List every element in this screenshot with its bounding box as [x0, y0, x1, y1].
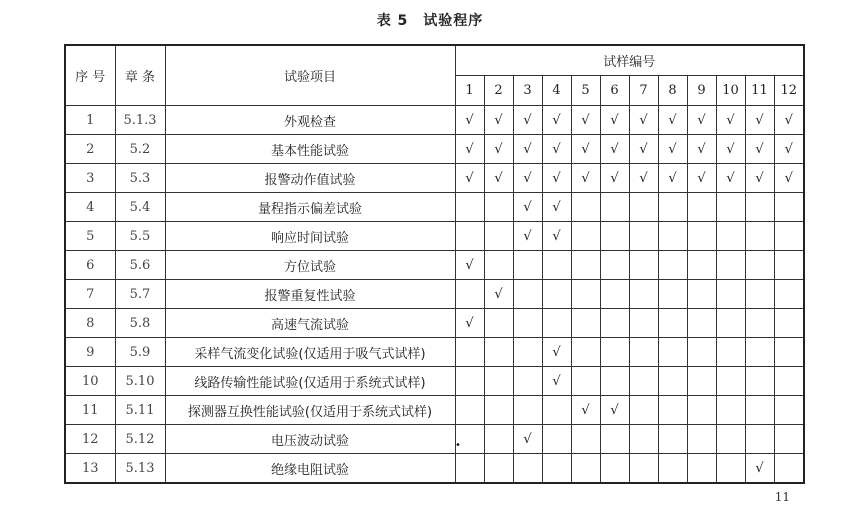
empty-mark-cell — [629, 454, 658, 484]
empty-mark-cell — [542, 309, 571, 338]
empty-mark-cell — [658, 367, 687, 396]
header-clause: 章 条 — [115, 45, 165, 106]
empty-mark-cell — [629, 396, 658, 425]
header-serial: 序 号 — [65, 45, 115, 106]
check-mark-cell: √ — [455, 309, 484, 338]
empty-mark-cell — [745, 425, 774, 454]
empty-mark-cell — [716, 367, 745, 396]
table-row — [65, 396, 804, 425]
test-procedure-table — [64, 44, 805, 484]
row-test-item: 外观检查 — [165, 106, 455, 135]
check-mark-cell: √ — [745, 135, 774, 164]
empty-mark-cell — [745, 396, 774, 425]
check-mark-cell: √ — [774, 164, 804, 193]
empty-mark-cell — [513, 251, 542, 280]
header-sample-number: 9 — [687, 76, 716, 106]
empty-mark-cell — [716, 222, 745, 251]
empty-mark-cell — [484, 338, 513, 367]
empty-mark-cell — [658, 222, 687, 251]
row-serial: 1 — [65, 106, 115, 135]
check-mark-cell: √ — [629, 164, 658, 193]
check-mark-cell: √ — [513, 222, 542, 251]
empty-mark-cell — [571, 454, 600, 484]
table-row — [65, 454, 804, 484]
empty-mark-cell — [658, 425, 687, 454]
empty-mark-cell — [600, 425, 629, 454]
empty-mark-cell — [571, 251, 600, 280]
check-mark-cell: √ — [484, 135, 513, 164]
header-sample-number: 2 — [484, 76, 513, 106]
empty-mark-cell — [687, 338, 716, 367]
empty-mark-cell — [658, 251, 687, 280]
check-mark-cell: √ — [774, 106, 804, 135]
header-sample-number: 12 — [774, 76, 804, 106]
table-row — [65, 193, 804, 222]
row-serial: 9 — [65, 338, 115, 367]
empty-mark-cell — [455, 222, 484, 251]
check-mark-cell: √ — [716, 135, 745, 164]
empty-mark-cell — [716, 454, 745, 484]
empty-mark-cell — [745, 280, 774, 309]
row-test-item: 电压波动试验 — [165, 425, 455, 454]
row-test-item: 线路传输性能试验(仅适用于系统式试样) — [165, 367, 455, 396]
row-clause: 5.2 — [115, 135, 165, 164]
empty-mark-cell — [484, 193, 513, 222]
check-mark-cell: √ — [716, 164, 745, 193]
check-mark-cell: √ — [542, 106, 571, 135]
empty-mark-cell — [745, 367, 774, 396]
empty-mark-cell — [745, 193, 774, 222]
empty-mark-cell — [774, 454, 804, 484]
row-clause: 5.11 — [115, 396, 165, 425]
empty-mark-cell — [774, 280, 804, 309]
empty-mark-cell — [455, 280, 484, 309]
check-mark-cell: √ — [687, 135, 716, 164]
table-row — [65, 222, 804, 251]
row-clause: 5.12 — [115, 425, 165, 454]
page-number: 11 — [774, 490, 790, 504]
row-clause: 5.13 — [115, 454, 165, 484]
empty-mark-cell — [484, 222, 513, 251]
empty-mark-cell — [629, 193, 658, 222]
check-mark-cell: √ — [542, 164, 571, 193]
check-mark-cell: √ — [484, 106, 513, 135]
row-clause: 5.4 — [115, 193, 165, 222]
row-test-item: 高速气流试验 — [165, 309, 455, 338]
row-serial: 13 — [65, 454, 115, 484]
empty-mark-cell — [600, 338, 629, 367]
empty-mark-cell — [658, 309, 687, 338]
row-clause: 5.7 — [115, 280, 165, 309]
empty-mark-cell — [571, 280, 600, 309]
table-row — [65, 135, 804, 164]
empty-mark-cell — [571, 425, 600, 454]
empty-mark-cell — [542, 280, 571, 309]
table-row — [65, 251, 804, 280]
header-sample-number: 8 — [658, 76, 687, 106]
row-test-item: 采样气流变化试验(仅适用于吸气式试样) — [165, 338, 455, 367]
check-mark-cell: √ — [455, 164, 484, 193]
empty-mark-cell — [513, 280, 542, 309]
empty-mark-cell — [774, 425, 804, 454]
empty-mark-cell — [542, 425, 571, 454]
empty-mark-cell — [774, 222, 804, 251]
check-mark-cell: √ — [600, 396, 629, 425]
empty-mark-cell — [687, 454, 716, 484]
row-serial: 4 — [65, 193, 115, 222]
check-mark-cell: √ — [745, 106, 774, 135]
empty-mark-cell — [455, 396, 484, 425]
empty-mark-cell — [571, 367, 600, 396]
check-mark-cell: √ — [513, 164, 542, 193]
row-serial: 3 — [65, 164, 115, 193]
row-serial: 8 — [65, 309, 115, 338]
header-sample-number: 5 — [571, 76, 600, 106]
empty-mark-cell — [774, 396, 804, 425]
empty-mark-cell — [774, 251, 804, 280]
header-sample-number: 6 — [600, 76, 629, 106]
empty-mark-cell — [716, 280, 745, 309]
header-sample-number: 10 — [716, 76, 745, 106]
table-row — [65, 106, 804, 135]
empty-mark-cell — [658, 338, 687, 367]
empty-mark-cell — [455, 193, 484, 222]
empty-mark-cell — [571, 222, 600, 251]
empty-mark-cell — [600, 309, 629, 338]
row-clause: 5.1.3 — [115, 106, 165, 135]
check-mark-cell: √ — [513, 193, 542, 222]
check-mark-cell: √ — [484, 280, 513, 309]
check-mark-cell: √ — [774, 135, 804, 164]
empty-mark-cell — [687, 309, 716, 338]
stray-dot: • — [455, 440, 461, 451]
empty-mark-cell — [513, 367, 542, 396]
row-serial: 2 — [65, 135, 115, 164]
empty-mark-cell — [745, 338, 774, 367]
check-mark-cell: √ — [455, 106, 484, 135]
row-test-item: 探测器互换性能试验(仅适用于系统式试样) — [165, 396, 455, 425]
table-row — [65, 367, 804, 396]
row-clause: 5.10 — [115, 367, 165, 396]
row-clause: 5.3 — [115, 164, 165, 193]
row-serial: 6 — [65, 251, 115, 280]
empty-mark-cell — [658, 193, 687, 222]
empty-mark-cell — [716, 251, 745, 280]
empty-mark-cell — [600, 251, 629, 280]
row-test-item: 响应时间试验 — [165, 222, 455, 251]
empty-mark-cell — [716, 396, 745, 425]
empty-mark-cell — [774, 367, 804, 396]
empty-mark-cell — [484, 396, 513, 425]
empty-mark-cell — [687, 193, 716, 222]
empty-mark-cell — [513, 309, 542, 338]
empty-mark-cell — [658, 396, 687, 425]
empty-mark-cell — [687, 222, 716, 251]
check-mark-cell: √ — [600, 164, 629, 193]
header-sample-number: 1 — [455, 76, 484, 106]
table-row — [65, 309, 804, 338]
header-sample-number: 4 — [542, 76, 571, 106]
empty-mark-cell — [542, 454, 571, 484]
check-mark-cell: √ — [600, 106, 629, 135]
check-mark-cell: √ — [629, 135, 658, 164]
empty-mark-cell — [571, 309, 600, 338]
row-serial: 5 — [65, 222, 115, 251]
row-clause: 5.8 — [115, 309, 165, 338]
check-mark-cell: √ — [571, 106, 600, 135]
row-serial: 10 — [65, 367, 115, 396]
check-mark-cell: √ — [542, 222, 571, 251]
check-mark-cell: √ — [455, 251, 484, 280]
check-mark-cell: √ — [513, 135, 542, 164]
check-mark-cell: √ — [542, 338, 571, 367]
empty-mark-cell — [629, 280, 658, 309]
header-sample-number: 7 — [629, 76, 658, 106]
empty-mark-cell — [687, 367, 716, 396]
check-mark-cell: √ — [600, 135, 629, 164]
empty-mark-cell — [455, 454, 484, 484]
empty-mark-cell — [513, 454, 542, 484]
empty-mark-cell — [716, 338, 745, 367]
table-row — [65, 280, 804, 309]
header-item: 试验项目 — [165, 45, 455, 106]
empty-mark-cell — [774, 193, 804, 222]
empty-mark-cell — [484, 251, 513, 280]
empty-mark-cell — [745, 251, 774, 280]
check-mark-cell: √ — [542, 367, 571, 396]
check-mark-cell: √ — [687, 106, 716, 135]
header-sample-number: 3 — [513, 76, 542, 106]
empty-mark-cell — [687, 251, 716, 280]
empty-mark-cell — [716, 309, 745, 338]
check-mark-cell: √ — [571, 396, 600, 425]
check-mark-cell: √ — [658, 106, 687, 135]
empty-mark-cell — [484, 454, 513, 484]
empty-mark-cell — [571, 193, 600, 222]
empty-mark-cell — [600, 454, 629, 484]
empty-mark-cell — [600, 367, 629, 396]
check-mark-cell: √ — [571, 135, 600, 164]
check-mark-cell: √ — [716, 106, 745, 135]
row-test-item: 报警重复性试验 — [165, 280, 455, 309]
empty-mark-cell — [484, 309, 513, 338]
header-sample-group: 试样编号 — [455, 45, 804, 76]
empty-mark-cell — [629, 222, 658, 251]
header-sample-number: 11 — [745, 76, 774, 106]
table-title: 表 5 试验程序 — [376, 13, 484, 29]
empty-mark-cell — [629, 309, 658, 338]
check-mark-cell: √ — [629, 106, 658, 135]
empty-mark-cell — [484, 367, 513, 396]
empty-mark-cell — [774, 338, 804, 367]
empty-mark-cell — [745, 309, 774, 338]
check-mark-cell: √ — [542, 135, 571, 164]
empty-mark-cell — [571, 338, 600, 367]
empty-mark-cell — [745, 222, 774, 251]
check-mark-cell: √ — [687, 164, 716, 193]
row-clause: 5.5 — [115, 222, 165, 251]
table-row — [65, 164, 804, 193]
row-serial: 7 — [65, 280, 115, 309]
check-mark-cell: √ — [571, 164, 600, 193]
check-mark-cell: √ — [745, 164, 774, 193]
empty-mark-cell — [629, 367, 658, 396]
empty-mark-cell — [716, 425, 745, 454]
empty-mark-cell — [600, 222, 629, 251]
row-clause: 5.9 — [115, 338, 165, 367]
empty-mark-cell — [687, 396, 716, 425]
check-mark-cell: √ — [484, 164, 513, 193]
empty-mark-cell — [513, 396, 542, 425]
check-mark-cell: √ — [513, 106, 542, 135]
check-mark-cell: √ — [513, 425, 542, 454]
check-mark-cell: √ — [745, 454, 774, 484]
row-clause: 5.6 — [115, 251, 165, 280]
empty-mark-cell — [658, 280, 687, 309]
row-serial: 12 — [65, 425, 115, 454]
empty-mark-cell — [542, 251, 571, 280]
empty-mark-cell — [629, 338, 658, 367]
row-test-item: 基本性能试验 — [165, 135, 455, 164]
empty-mark-cell — [687, 280, 716, 309]
check-mark-cell: √ — [455, 135, 484, 164]
row-test-item: 方位试验 — [165, 251, 455, 280]
check-mark-cell: √ — [542, 193, 571, 222]
table-row — [65, 338, 804, 367]
empty-mark-cell — [629, 425, 658, 454]
row-test-item: 报警动作值试验 — [165, 164, 455, 193]
empty-mark-cell — [455, 367, 484, 396]
empty-mark-cell — [658, 454, 687, 484]
empty-mark-cell — [455, 338, 484, 367]
empty-mark-cell — [542, 396, 571, 425]
check-mark-cell: √ — [658, 135, 687, 164]
check-mark-cell: √ — [658, 164, 687, 193]
empty-mark-cell — [629, 251, 658, 280]
empty-mark-cell — [600, 193, 629, 222]
empty-mark-cell — [687, 425, 716, 454]
row-serial: 11 — [65, 396, 115, 425]
table-row — [65, 425, 804, 454]
row-test-item: 量程指示偏差试验 — [165, 193, 455, 222]
empty-mark-cell — [513, 338, 542, 367]
row-test-item: 绝缘电阻试验 — [165, 454, 455, 484]
empty-mark-cell — [484, 425, 513, 454]
empty-mark-cell — [600, 280, 629, 309]
empty-mark-cell — [774, 309, 804, 338]
empty-mark-cell — [716, 193, 745, 222]
